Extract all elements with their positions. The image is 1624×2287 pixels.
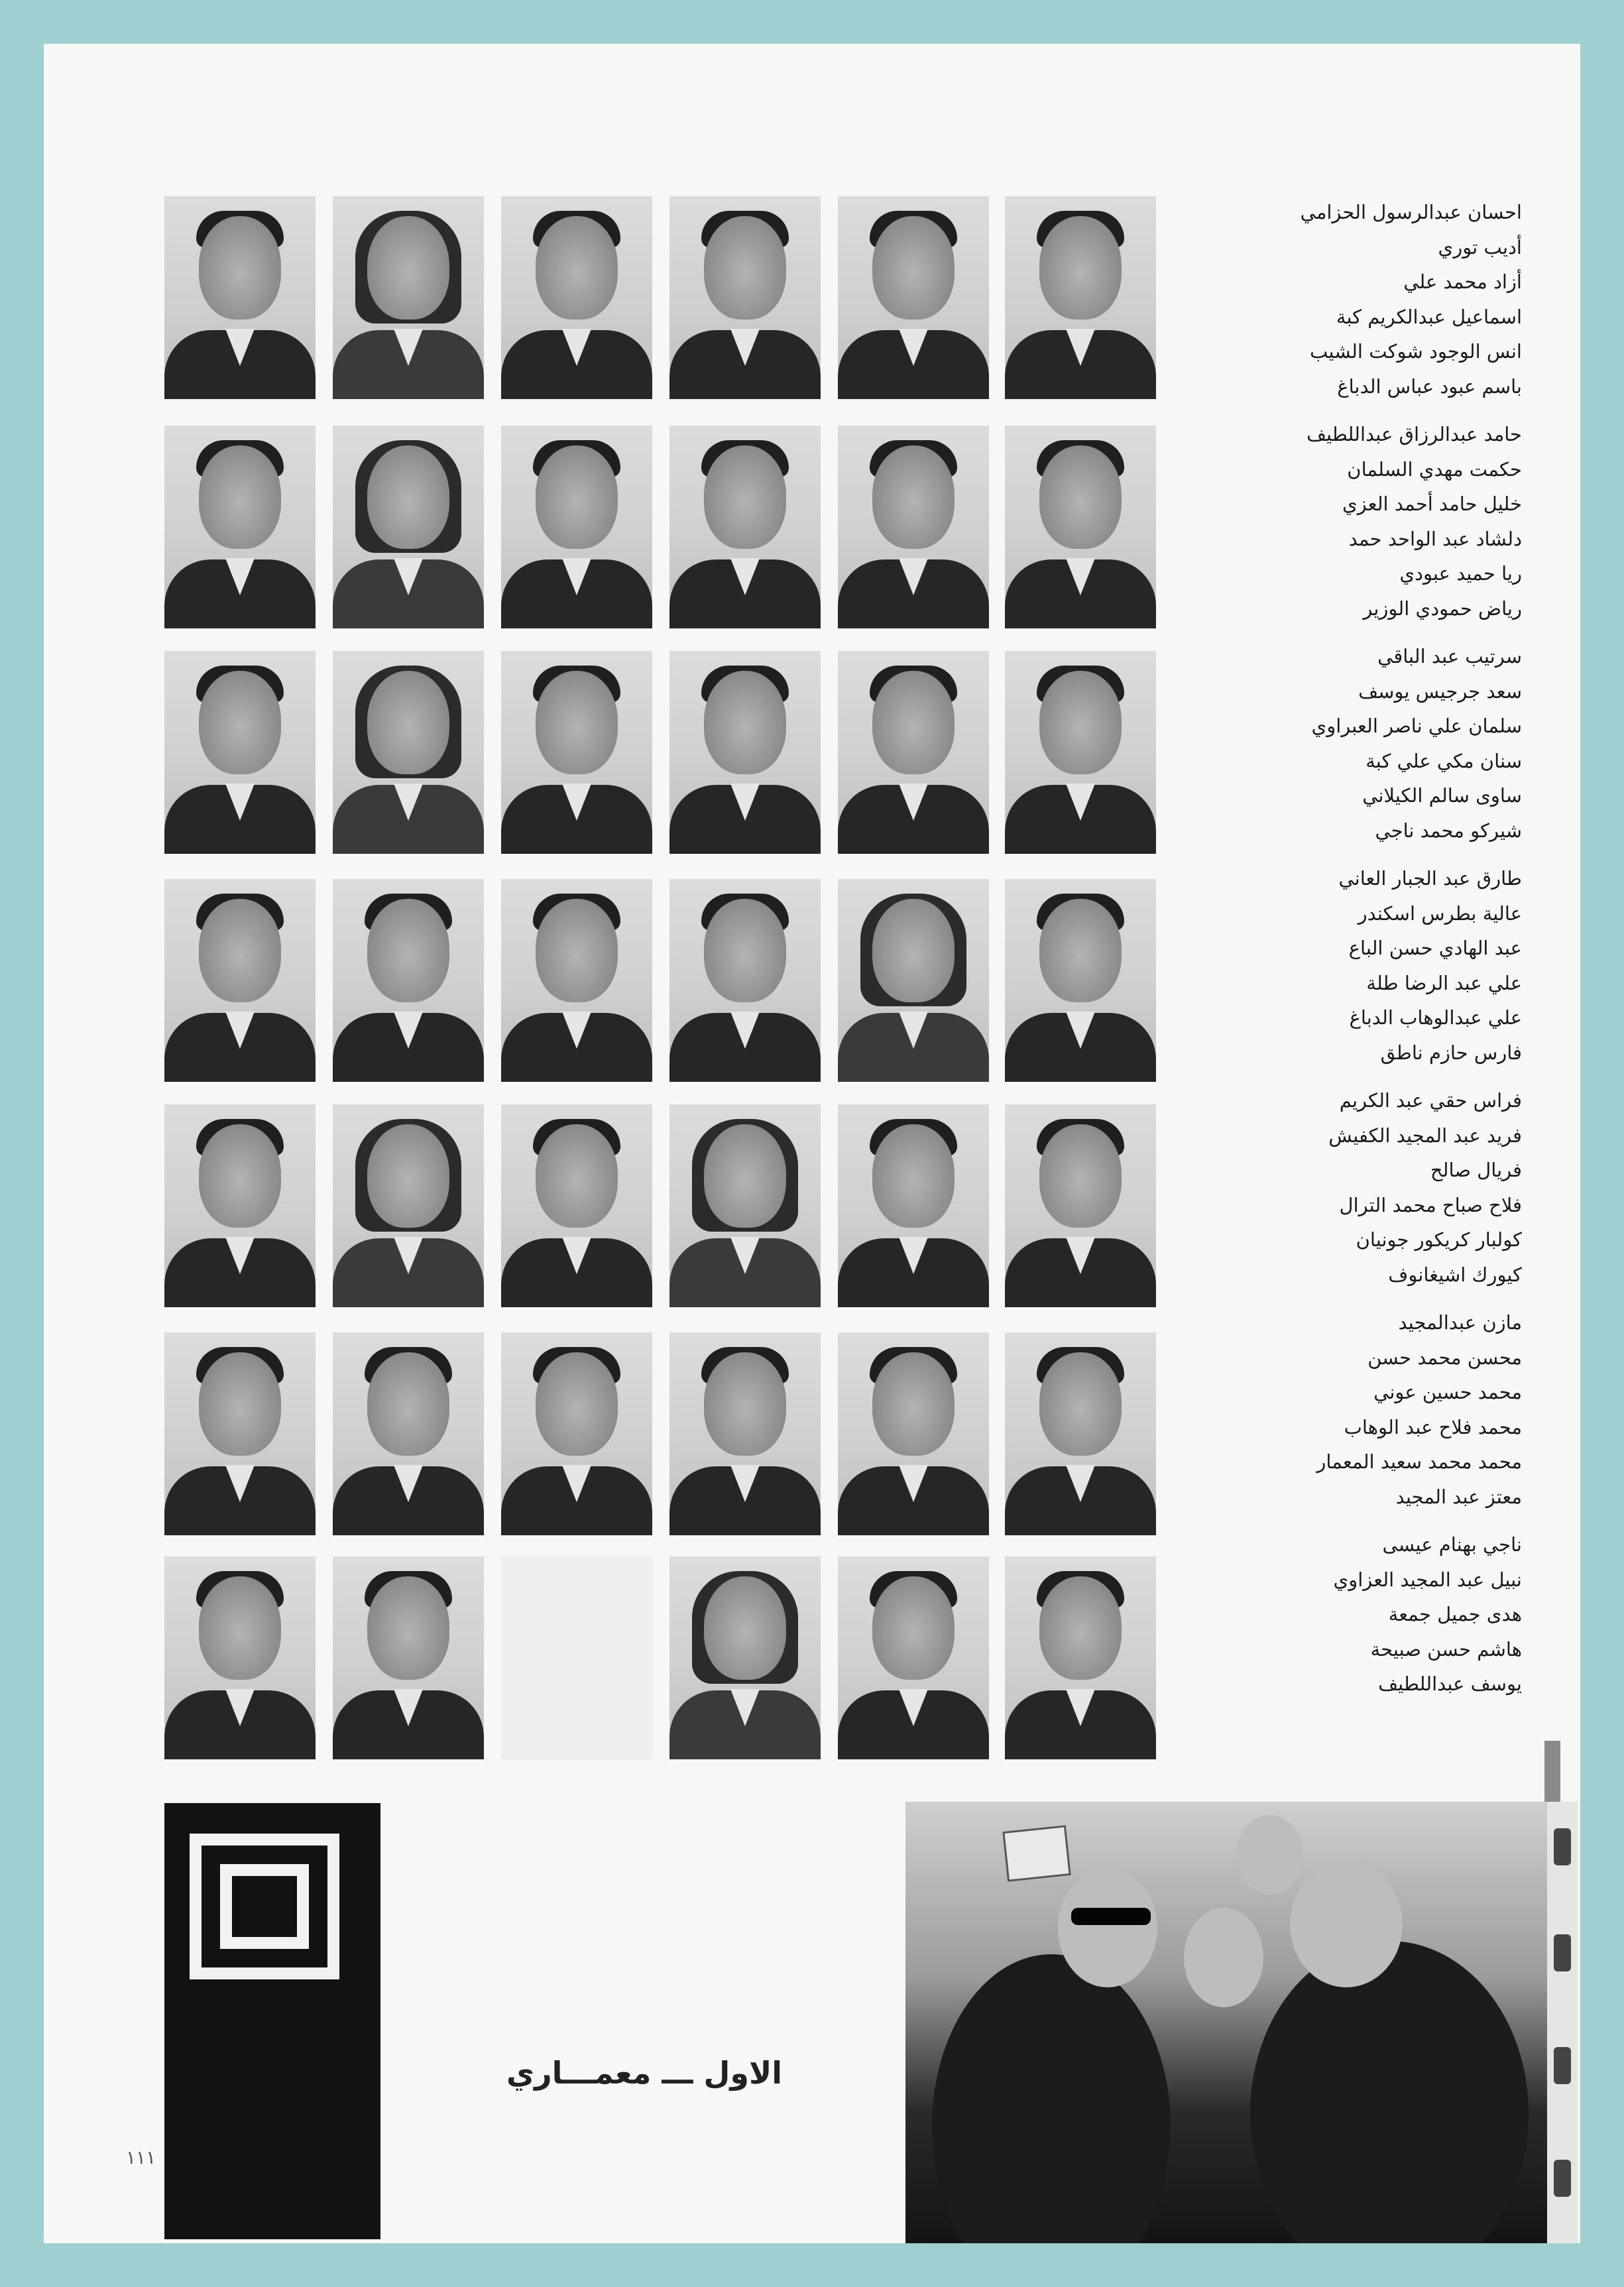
portrait-head [1039,1352,1122,1456]
portrait-head [199,1576,281,1680]
portrait-head [704,1576,786,1680]
student-name: خليل حامد أحمد العزي [1342,493,1522,515]
portrait-head [1039,216,1122,320]
portrait-head [536,899,618,1002]
student-name: حامد عبدالرزاق عبداللطيف [1306,423,1522,445]
page-number: ١١١ [126,2146,156,2168]
name-group [1244,1527,1522,1702]
student-name: عبد الهادي حسن الباع [1348,937,1522,959]
student-portrait [333,651,484,854]
portrait-head [367,445,449,549]
student-name: انس الوجود شوكت الشيب [1309,340,1522,363]
person-face [1058,1868,1157,1987]
portrait-head [704,671,786,774]
student-portrait [838,1104,989,1307]
inner-square [220,1864,309,1949]
portrait-head [367,1576,449,1680]
portrait-head [872,1576,955,1680]
student-portrait [501,196,652,399]
portrait-head [872,671,955,774]
portrait-head [536,445,618,549]
student-portrait [333,426,484,628]
student-portrait [333,1556,484,1759]
student-name: كيورك اشيغانوف [1388,1263,1522,1286]
person-face [1184,1908,1263,2007]
student-portrait [1005,1556,1156,1759]
student-name: فراس حقي عبد الكريم [1339,1089,1522,1112]
portrait-head [1039,1124,1122,1228]
student-portrait [333,1104,484,1307]
student-portrait [164,879,316,1082]
portrait-head [1039,1576,1122,1680]
student-name: هدى جميل جمعة [1388,1603,1522,1625]
student-name-list [1244,195,1522,1715]
student-portrait [501,426,652,628]
student-portrait [669,651,821,854]
student-portrait [1005,651,1156,854]
portrait-head [367,899,449,1002]
student-name: محمد فلاح عبد الوهاب [1344,1415,1522,1438]
person-face [1290,1861,1403,1987]
portrait-head [199,671,281,774]
student-portrait [838,196,989,399]
student-name: سلمان علي ناصر العبراوي [1311,715,1522,737]
student-portrait [838,1556,989,1759]
portrait-head [1039,899,1122,1002]
portrait-head [536,1352,618,1456]
student-portrait [501,651,652,854]
student-portrait [501,1332,652,1535]
student-portrait [164,651,316,854]
student-name: محمد محمد سعيد المعمار [1316,1450,1522,1473]
student-name: ريا حميد عبودي [1399,562,1522,585]
student-name: عالية بطرس اسكندر [1358,902,1522,925]
portrait-head [536,1124,618,1228]
student-portrait [164,426,316,628]
student-name: فارس حازم ناطق [1380,1041,1522,1064]
student-name: محسن محمد حسن [1367,1346,1522,1369]
student-name: أزاد محمد علي [1403,270,1522,293]
student-portrait [838,426,989,628]
name-group [1244,1083,1522,1292]
student-portrait [669,1104,821,1307]
student-name: أديب توري [1438,235,1522,259]
student-portrait [669,879,821,1082]
student-portrait [333,1332,484,1535]
portrait-head [199,216,281,320]
student-portrait [501,1104,652,1307]
student-name: معتز عبد المجيد [1395,1485,1522,1508]
student-name: علي عبد الرضا طلة [1366,971,1522,994]
student-portrait [669,1332,821,1535]
portrait-head [367,671,449,774]
portrait-head [872,1124,955,1228]
group-photo [905,1802,1578,2243]
name-group [1244,639,1522,848]
portrait-head [704,445,786,549]
student-name: اسماعيل عبدالكريم كبة [1336,305,1522,328]
portrait-head [536,671,618,774]
student-name: احسان عبدالرسول الحزامي [1300,201,1522,223]
name-group [1244,1305,1522,1514]
student-portrait [838,1332,989,1535]
student-name: دلشاد عبد الواحد حمد [1348,527,1522,550]
portrait-head [704,216,786,320]
page-caption: الاول ـــ معمـــاري [506,2055,783,2091]
portrait-head [872,899,955,1002]
student-name: فريال صالح [1430,1159,1522,1181]
student-name: فريد عبد المجيد الكفيش [1328,1124,1522,1147]
student-name: ساوى سالم الكيلاني [1362,784,1522,807]
portrait-head [704,1352,786,1456]
person-face [1237,1815,1303,1895]
student-portrait [333,196,484,399]
student-portrait [669,426,821,628]
student-portrait [1005,426,1156,628]
student-portrait [501,879,652,1082]
student-name: سعد جرجيس يوسف [1358,679,1522,703]
portrait-head [199,899,281,1002]
student-name: رياض حمودي الوزير [1363,597,1522,620]
portrait-head [536,216,618,320]
student-portrait [164,1332,316,1535]
student-name: ناجي بهنام عيسى [1382,1533,1522,1556]
student-portrait [1005,196,1156,399]
yearbook-page [44,44,1580,2243]
student-portrait [1005,1104,1156,1307]
person-figure [932,1954,1171,2243]
portrait-head [704,899,786,1002]
portrait-head [367,1352,449,1456]
portrait-head [367,1124,449,1228]
name-group [1244,861,1522,1070]
portrait-grid [164,196,1205,1800]
student-portrait [164,1104,316,1307]
portrait-head [1039,445,1122,549]
name-group [1244,195,1522,404]
wall-sign [1002,1825,1071,1882]
student-portrait [164,1556,316,1759]
student-name: سنان مكي علي كبة [1365,749,1522,772]
student-name: علي عبدالوهاب الدباغ [1349,1006,1522,1029]
film-strip-edge [1547,1802,1578,2243]
student-portrait [333,879,484,1082]
portrait-head [1039,671,1122,774]
student-name: سرتيب عبد الباقي [1377,645,1522,668]
student-name: هاشم حسن صبيحة [1370,1637,1522,1661]
student-name: فلاح صباح محمد الترال [1339,1193,1522,1216]
student-name: كولبار كريكور جونيان [1356,1228,1522,1251]
concentric-squares-graphic [164,1803,380,2239]
portrait-head [704,1124,786,1228]
student-name: مازن عبدالمجيد [1398,1311,1522,1334]
portrait-head [367,216,449,320]
student-portrait [1005,1332,1156,1535]
student-name: محمد حسين عوني [1373,1381,1522,1403]
student-portrait [838,651,989,854]
student-portrait [669,1556,821,1759]
student-portrait [1005,879,1156,1082]
student-name: يوسف عبداللطيف [1378,1672,1522,1695]
portrait-head [872,216,955,320]
empty-photo-slot [501,1556,652,1759]
student-name: شيركو محمد ناجي [1375,819,1522,842]
student-name: حكمت مهدي السلمان [1347,457,1522,481]
person-figure [1250,1941,1529,2243]
student-portrait [838,879,989,1082]
student-name: طارق عبد الجبار العاني [1338,867,1522,890]
sunglasses [1071,1908,1151,1925]
student-name: نبيل عبد المجيد العزاوي [1333,1568,1522,1591]
name-group [1244,417,1522,626]
student-portrait [164,196,316,399]
portrait-head [872,445,955,549]
portrait-head [199,1124,281,1228]
portrait-head [199,1352,281,1456]
student-name: باسم عبود عباس الدباغ [1337,375,1522,398]
portrait-head [199,445,281,549]
student-portrait [669,196,821,399]
portrait-head [872,1352,955,1456]
